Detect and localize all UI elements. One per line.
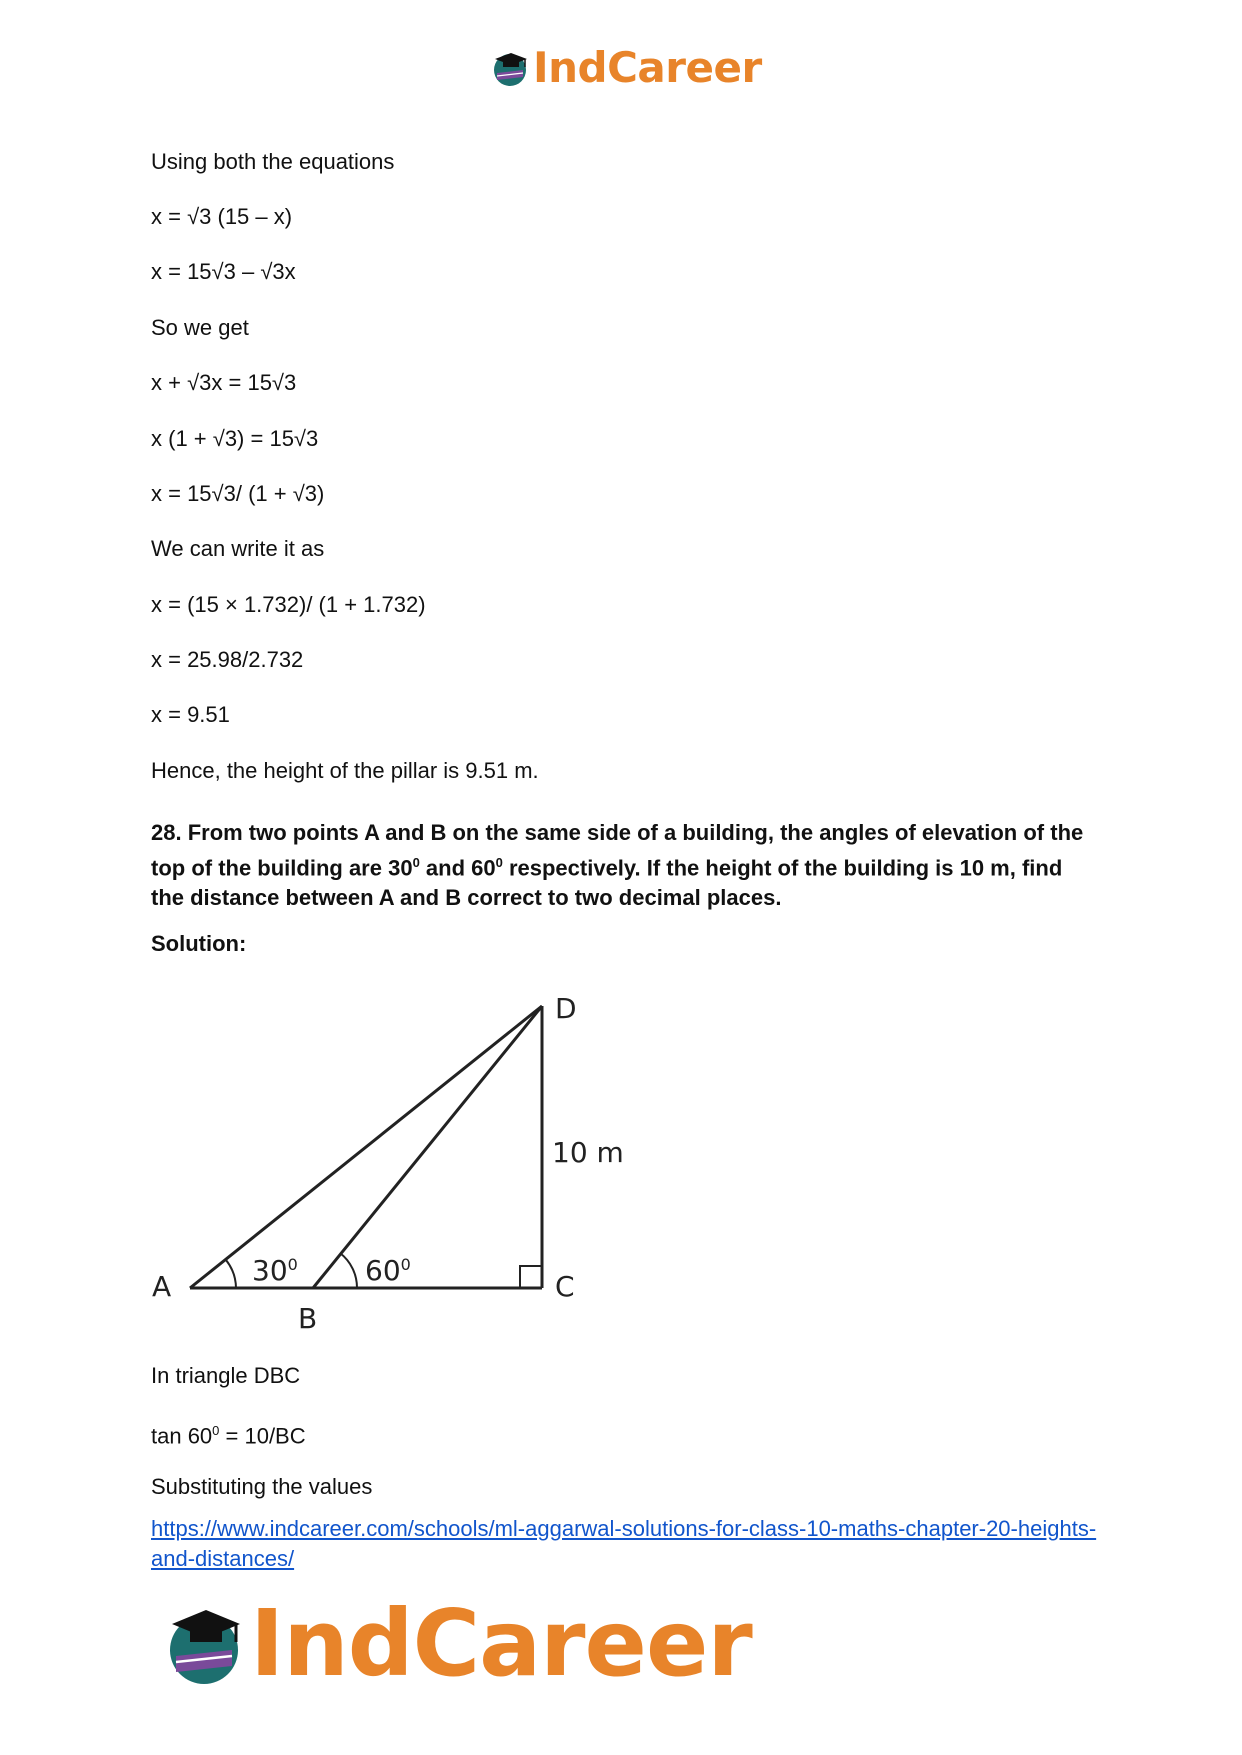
line-ad [190, 1006, 542, 1288]
equation-line [151, 1417, 306, 1450]
equation-line: x = 9.51 [151, 702, 230, 727]
label-c: C [555, 1270, 575, 1303]
graduate-book-icon [489, 46, 531, 88]
question-text: and 60 [419, 855, 496, 881]
footer-logo [162, 1588, 752, 1698]
angle-a-label: $30^0$ [252, 1254, 298, 1287]
question-text: 28. From two points A and B on the same side of a building, the angles of elevation of the top of the building are 30 [151, 820, 1084, 881]
source-link[interactable]: https://www.indcareer.com/schools/ml-aggarwal-solutions-for-class-10-maths-chapter-20-heights-and-distances/ [151, 1516, 1097, 1571]
graduate-book-icon [162, 1598, 246, 1688]
header-logo-text: IndCareer [533, 42, 762, 92]
equation-line: x = 15√3 – √3x [151, 259, 296, 284]
height-label: 10 m [552, 1136, 624, 1169]
question-28 [151, 818, 1101, 913]
equation-line: x = (15 × 1.732)/ (1 + 1.732) [151, 592, 426, 617]
question-text: respectively. If the height of the building is 10 m, find the distance between A and B correct to two decimal places. [151, 855, 1063, 911]
footer-logo-text: IndCareer [250, 1589, 752, 1697]
header-logo [489, 42, 762, 92]
degree-sup: 0 [495, 855, 503, 870]
right-angle-marker [520, 1266, 542, 1288]
text-line: In triangle DBC [151, 1363, 301, 1388]
triangle-diagram [140, 990, 640, 1330]
line-bd [313, 1006, 542, 1288]
solution-label: Solution: [151, 931, 247, 956]
equation-line: x + √3x = 15√3 [151, 370, 297, 395]
equation-part: tan 60 [151, 1423, 213, 1449]
label-b: B [298, 1302, 318, 1330]
equation-part: = 10/BC [219, 1423, 306, 1449]
degree-sup: 0 [412, 855, 420, 870]
angle-arc-b [340, 1253, 357, 1288]
angle-arc-a [226, 1260, 236, 1288]
text-line: So we get [151, 315, 249, 340]
text-line: Using both the equations [151, 149, 395, 174]
equation-line: x (1 + √3) = 15√3 [151, 426, 319, 451]
equation-line: x = 25.98/2.732 [151, 647, 304, 672]
label-d: D [555, 992, 577, 1025]
angle-b-label: $60^0$ [365, 1254, 411, 1287]
text-line: Substituting the values [151, 1474, 373, 1499]
equation-line: x = 15√3/ (1 + √3) [151, 481, 325, 506]
text-line: Hence, the height of the pillar is 9.51 m. [151, 758, 539, 783]
degree-sup: 0 [212, 1423, 220, 1438]
equation-line: x = √3 (15 – x) [151, 204, 293, 229]
text-line: We can write it as [151, 536, 325, 561]
label-a: A [152, 1270, 172, 1303]
